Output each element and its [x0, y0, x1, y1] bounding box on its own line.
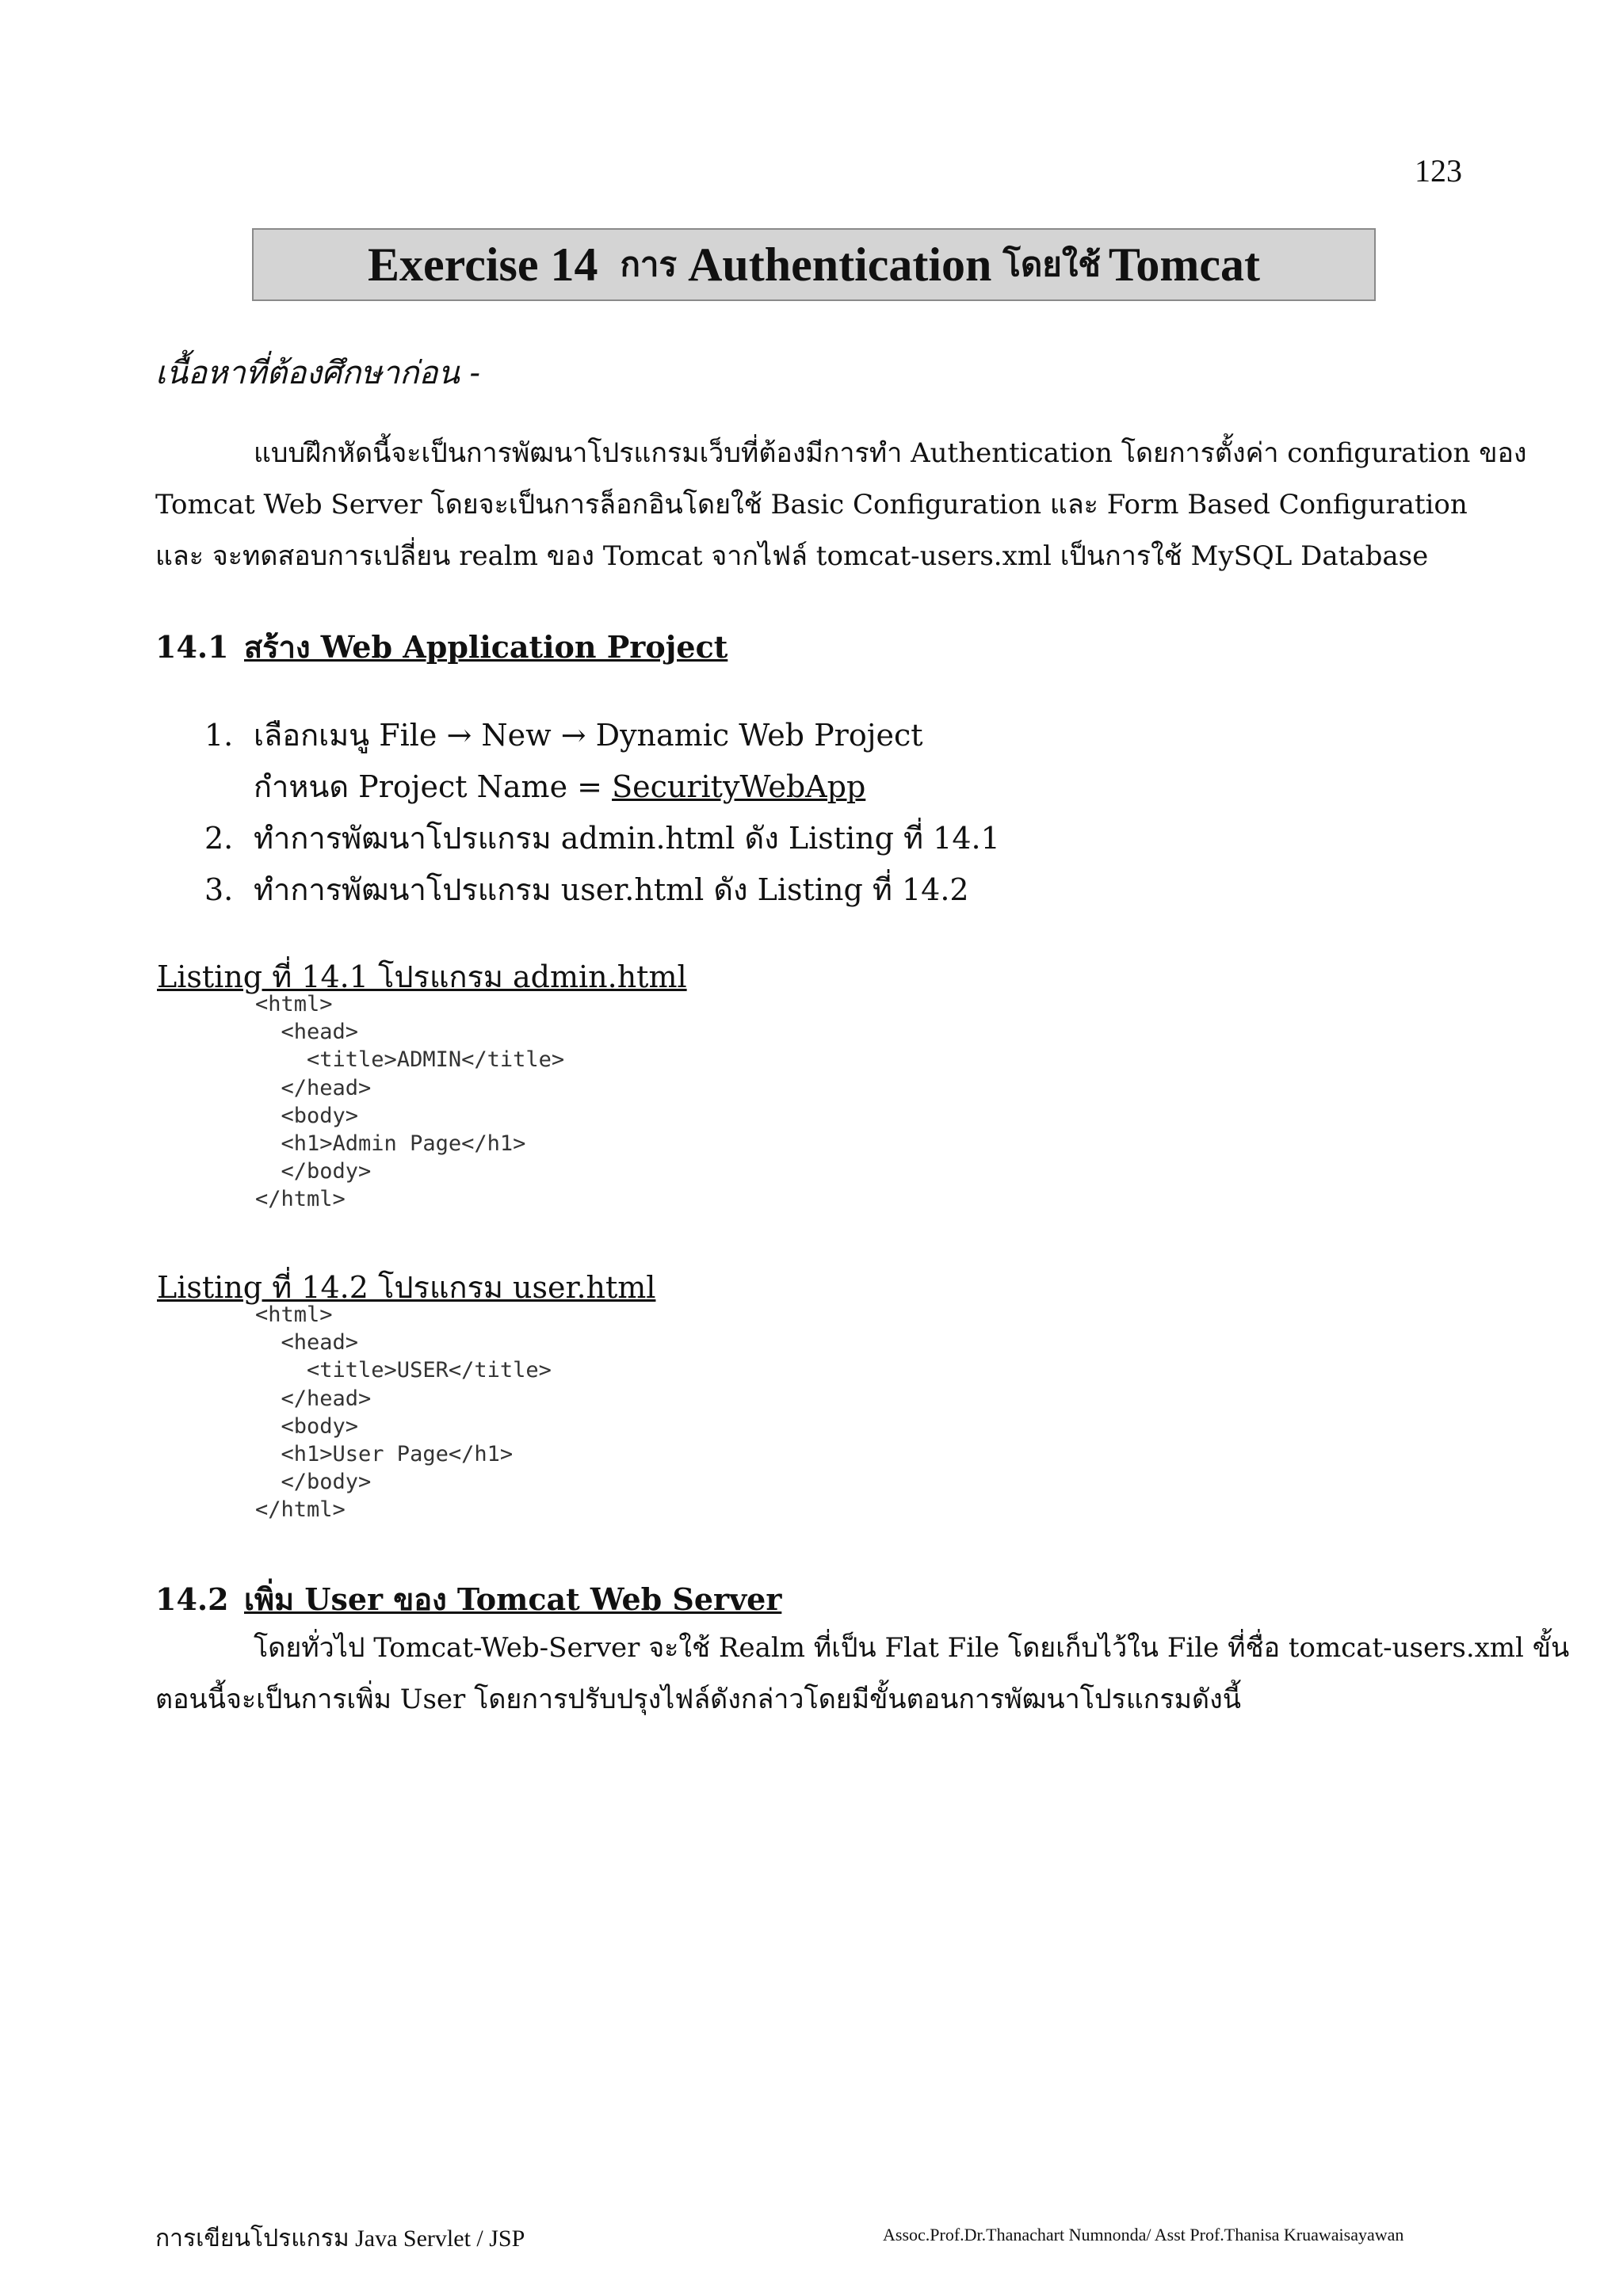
page-number: 123 [1415, 153, 1462, 189]
exercise-title [252, 228, 1376, 301]
section2-line-2: ตอนนี้จะเป็นการเพิ่ม User โดยการปรับปรุงไฟล์ดังกล่าวโดยมีขั้นตอนการพัฒนาโปรแกรมดังนี้ [155, 1684, 1241, 1715]
section-heading-14-2 [155, 1575, 781, 1623]
step-1 [204, 711, 923, 759]
listing-14-2-code: <html> <head> <title>USER</title> </head> <body> <h1>User Page</h1> </body> </html> [255, 1302, 552, 1523]
step-1-detail [254, 762, 865, 810]
title-thai-using: โดยใช้ [1002, 245, 1101, 284]
section-number: 14.1 [155, 629, 229, 665]
intro-line-1: แบบฝึกหัดนี้จะเป็นการพัฒนาโปรแกรมเว็บที่ต้องมีการทำ Authentication โดยการตั้งค่า configuration ของ [254, 437, 1527, 469]
section-heading-14-1 [155, 623, 727, 671]
listing-14-2-title: Listing ที่ 14.2 โปรแกรม user.html [157, 1270, 656, 1305]
step-text: ทำการพัฒนาโปรแกรม admin.html ดัง Listing ที่ 14.1 [254, 821, 1000, 856]
footer-course: การเขียนโปรแกรม Java Servlet / JSP [155, 2225, 525, 2252]
listing-14-1-code: <html> <head> <title>ADMIN</title> </head> <body> <h1>Admin Page</h1> </body> </html> [255, 992, 565, 1212]
section-title: เพิ่ม User ของ Tomcat Web Server [244, 1581, 782, 1617]
title-thai-prefix: การ [620, 245, 678, 284]
step-number: 3. [204, 872, 234, 907]
section2-line-1: โดยทั่วไป Tomcat-Web-Server จะใช้ Realm ที่เป็น Flat File โดยเก็บไว้ใน File ที่ชื่อ tomcat-users.xml ขั้น [254, 1632, 1570, 1664]
intro-line-3: และ จะทดสอบการเปลี่ยน realm ของ Tomcat จากไฟล์ tomcat-users.xml เป็นการใช้ MySQL Database [155, 540, 1429, 572]
step-text: ทำการพัฒนาโปรแกรม user.html ดัง Listing ที่ 14.2 [254, 872, 969, 907]
intro-line-2: Tomcat Web Server โดยจะเป็นการล็อกอินโดยใช้ Basic Configuration และ Form Based Configuration [155, 489, 1468, 521]
step-3 [204, 865, 969, 913]
section-title: สร้าง Web Application Project [244, 629, 728, 665]
step-2 [204, 814, 1000, 862]
listing-14-1-title: Listing ที่ 14.1 โปรแกรม admin.html [157, 959, 687, 994]
project-name-label: กำหนด Project Name = [254, 769, 613, 804]
step-number: 2. [204, 821, 234, 856]
title-exercise: Exercise 14 [368, 238, 598, 291]
title-authentication: Authentication [688, 238, 992, 291]
title-tomcat: Tomcat [1108, 238, 1260, 291]
step-number: 1. [204, 718, 234, 753]
footer-authors: Assoc.Prof.Dr.Thanachart Numnonda/ Asst Prof.Thanisa Kruawaisayawan [883, 2225, 1404, 2245]
prerequisite-line: เนื้อหาที่ต้องศึกษาก่อน - [155, 355, 481, 391]
step-text: เลือกเมนู File → New → Dynamic Web Project [254, 718, 923, 753]
project-name-value: SecurityWebApp [612, 769, 866, 804]
section-number: 14.2 [155, 1581, 229, 1617]
